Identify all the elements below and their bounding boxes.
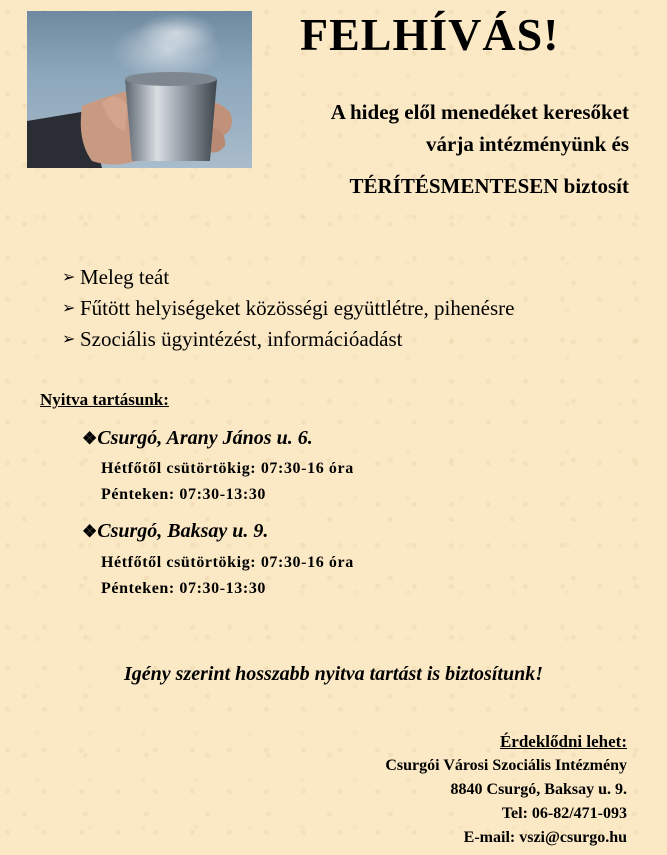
friday-hours: Pénteken: 07:30-13:30 <box>101 580 267 597</box>
email: E-mail: vszi@csurgo.hu <box>463 829 627 846</box>
contact-block <box>385 730 627 850</box>
address: 8840 Csurgó, Baksay u. 9. <box>450 781 627 798</box>
contact-heading: Érdeklődni lehet: <box>499 732 627 751</box>
list-item: ➢ Fűtött helyiségeket közösségi együttlétre, pihenésre <box>62 293 514 324</box>
location-heading: ❖Csurgó, Arany János u. 6. <box>82 427 313 449</box>
intro-text <box>331 96 629 160</box>
opening-hours-label: Nyitva tartásunk: <box>40 390 169 409</box>
weekday-hours: Hétfőtől csütörtökig: 07:30-16 óra <box>101 460 354 477</box>
arrowhead-bullet-icon: ➢ <box>62 300 76 317</box>
hand-cup-icon <box>27 11 252 168</box>
friday-hours: Pénteken: 07:30-13:30 <box>101 486 267 503</box>
services-list <box>62 262 514 355</box>
organization-name: Csurgói Városi Szociális Intézmény <box>385 757 627 774</box>
phone: Tel: 06-82/471-093 <box>501 805 627 822</box>
intro-line-3: TÉRÍTÉSMENTESEN biztosít <box>349 174 629 198</box>
intro-line-2: várja intézményünk és <box>426 132 629 156</box>
steaming-cup-photo <box>27 11 252 168</box>
list-item: ➢ Szociális ügyintézést, információadást <box>62 324 514 355</box>
diamond-bullet-icon: ❖ <box>82 429 98 448</box>
location-heading: ❖Csurgó, Baksay u. 9. <box>82 520 269 542</box>
arrowhead-bullet-icon: ➢ <box>62 331 76 348</box>
diamond-bullet-icon: ❖ <box>82 522 98 541</box>
intro-line-1: A hideg elől menedéket keresőket <box>330 100 629 124</box>
arrowhead-bullet-icon: ➢ <box>62 269 76 286</box>
list-item: ➢ Meleg teát <box>62 262 514 293</box>
extended-hours-note: Igény szerint hosszabb nyitva tartást is biztosítunk! <box>124 663 543 685</box>
page-title: FELHÍVÁS! <box>300 9 560 60</box>
weekday-hours: Hétfőtől csütörtökig: 07:30-16 óra <box>101 554 354 571</box>
